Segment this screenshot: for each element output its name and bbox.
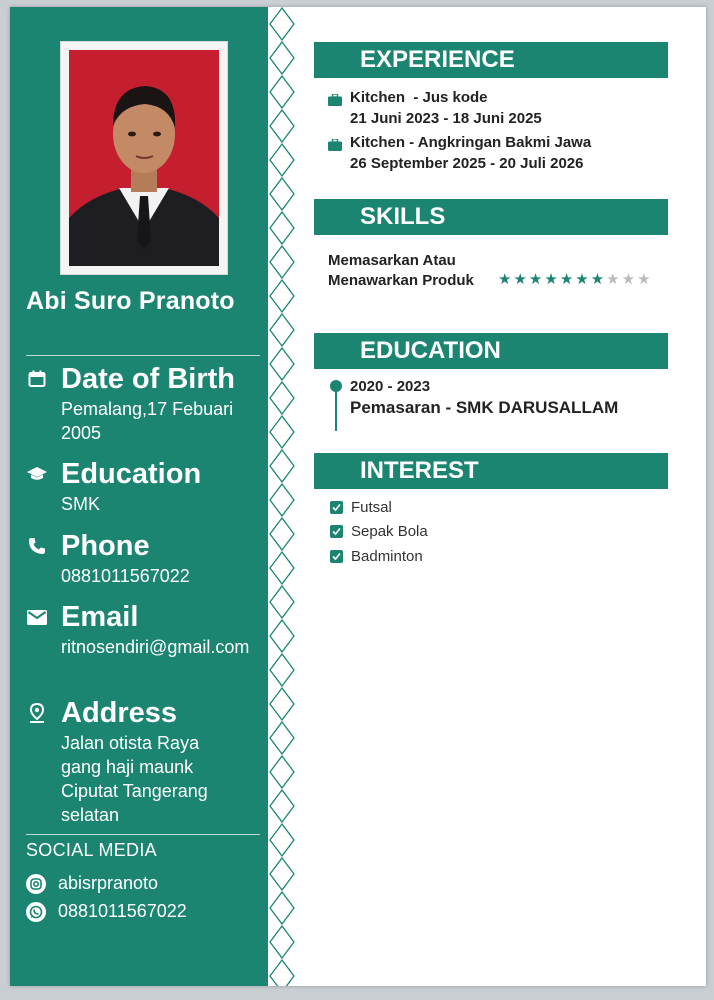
experience-item [328, 132, 591, 174]
info-title: Phone [61, 530, 150, 562]
info-value: SMK [61, 494, 101, 514]
profile-photo [69, 50, 219, 266]
sidebar-divider [26, 355, 260, 356]
section-experience: EXPERIENCE [314, 42, 668, 78]
briefcase-icon [328, 136, 342, 148]
experience-item [328, 87, 542, 129]
experience-title: Kitchen - Angkringan Bakmi Jawa [350, 134, 592, 151]
experience-period: 26 September 2025 - 20 Juli 2026 [350, 155, 584, 172]
diamond-divider [268, 7, 296, 986]
interest-item [330, 523, 428, 540]
star-filled-icon: ★ [498, 271, 512, 288]
checkbox-icon [330, 550, 343, 563]
star-empty-icon: ★ [637, 271, 651, 288]
cv-page [10, 7, 706, 986]
interest-item [330, 499, 392, 516]
section-education: EDUCATION [314, 333, 668, 369]
experience-title: Kitchen - Jus kode [350, 89, 488, 106]
phone-icon [26, 535, 48, 557]
info-title: Email [61, 601, 139, 633]
info-title: Education [61, 458, 202, 490]
education-detail: Pemasaran - SMK DARUSALLAM [350, 398, 619, 417]
profile-name: Abi Suro Pranoto [26, 287, 235, 315]
info-date-of-birth [26, 363, 262, 445]
info-title: Address [61, 697, 178, 729]
instagram-icon [26, 874, 46, 894]
experience-period: 21 Juni 2023 - 18 Juni 2025 [350, 110, 542, 127]
education-entry [350, 377, 618, 419]
profile-photo-frame [60, 41, 228, 275]
info-value: Jalan otista Raya gang haji maunk Ciputat Tangerang selatan [61, 733, 208, 825]
briefcase-icon [328, 91, 342, 103]
social-instagram[interactable] [26, 873, 158, 894]
location-pin-icon [26, 702, 48, 724]
info-phone [26, 530, 262, 588]
checkbox-icon [330, 501, 343, 514]
info-address [26, 697, 262, 827]
whatsapp-icon [26, 902, 46, 922]
graduation-cap-icon [26, 463, 48, 485]
interest-label: Badminton [351, 548, 423, 565]
star-filled-icon: ★ [528, 271, 543, 288]
interest-label: Futsal [351, 499, 392, 516]
email-icon [26, 606, 48, 628]
checkbox-icon [330, 525, 343, 538]
social-label: 0881011567022 [58, 901, 187, 921]
star-filled-icon: ★ [559, 271, 574, 288]
education-years: 2020 - 2023 [350, 378, 431, 395]
social-whatsapp[interactable] [26, 901, 187, 922]
star-filled-icon: ★ [575, 271, 589, 288]
star-filled-icon: ★ [590, 271, 605, 288]
sidebar [10, 7, 268, 986]
info-education [26, 458, 262, 516]
info-value: ritnosendiri@gmail.com [61, 637, 250, 657]
star-filled-icon: ★ [544, 271, 558, 288]
social-label: abisrpranoto [58, 873, 159, 893]
social-media-title: SOCIAL MEDIA [26, 840, 157, 860]
star-filled-icon: ★ [513, 271, 527, 288]
timeline-line [335, 391, 337, 431]
star-empty-icon: ★ [606, 271, 620, 288]
skill-name: Memasarkan Atau Menawarkan Produk [328, 252, 474, 289]
interest-item [330, 548, 423, 565]
info-value: Pemalang,17 Febuari 2005 [61, 399, 234, 443]
info-title: Date of Birth [61, 363, 235, 395]
section-skills: SKILLS [314, 199, 668, 235]
calendar-icon [26, 368, 48, 390]
star-empty-icon: ★ [621, 271, 636, 288]
sidebar-divider [26, 834, 260, 835]
skill-rating [498, 271, 651, 289]
info-email [26, 601, 262, 659]
info-value: 0881011567022 [61, 566, 190, 586]
interest-label: Sepak Bola [351, 523, 428, 540]
section-interest: INTEREST [314, 453, 668, 489]
